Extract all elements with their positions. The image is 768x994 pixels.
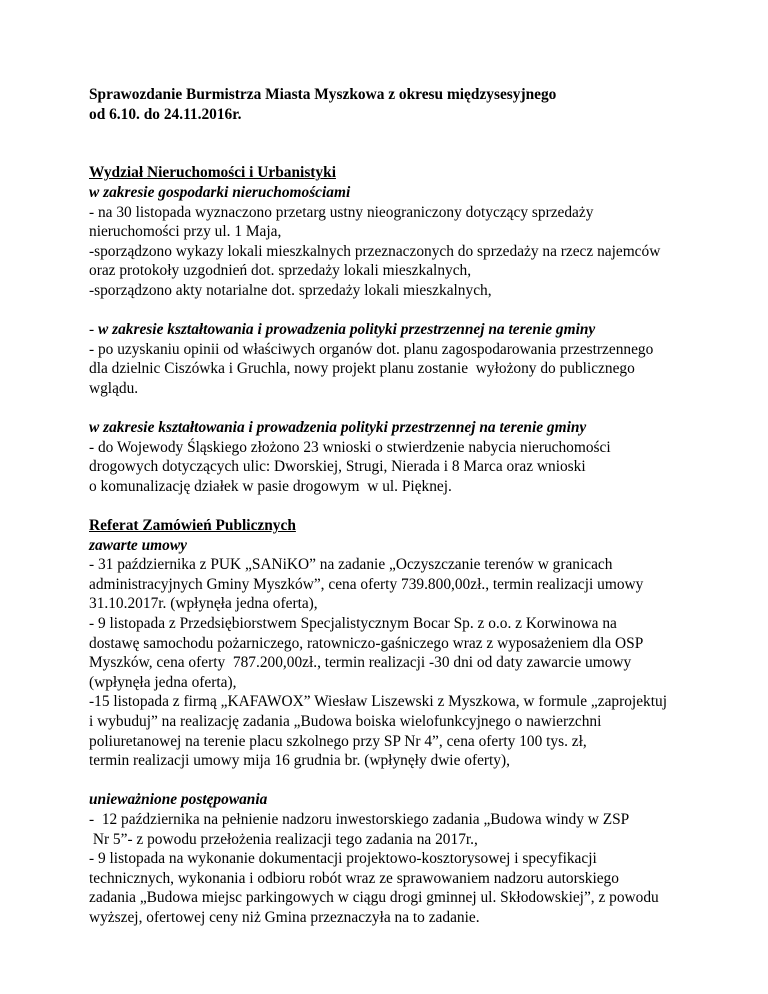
paragraph-line: Myszków, cena oferty 787.200,00zł., termin realizacji -30 dni od daty zawarcie umowy [89, 654, 632, 672]
subsection-heading: unieważnione postępowania [89, 791, 268, 809]
paragraph-line: zadania „Budowa miejsc parkingowych w ciągu drogi gminnej ul. Skłodowskiej”, z powodu [89, 889, 659, 907]
paragraph-line: poliuretanowej na terenie placu szkolnego przy SP Nr 4”, cena oferty 100 tys. zł, [89, 732, 587, 750]
paragraph-line: i wybuduj” na realizację zadania „Budowa boiska wielofunkcyjnego o nawierzchni [89, 713, 602, 730]
section-heading: Referat Zamówień Publicznych [89, 517, 296, 535]
subsection-heading-line [89, 320, 689, 340]
paragraph-line: Nr 5”- z powodu przełożenia realizacji tego zadania na 2017r., [89, 830, 478, 848]
subsection-heading: w zakresie kształtowania i prowadzenia polityki przestrzennej na terenie gminy [89, 419, 587, 437]
document-page [89, 85, 689, 928]
paragraph-line: (wpłynęła jedna oferta), [89, 673, 237, 691]
subsection-heading: zawarte umowy [89, 536, 187, 554]
paragraph-line: administracyjnych Gminy Myszków”, cena oferty 739.800,00zł., termin realizacji umowy [89, 575, 644, 593]
subsection-heading: w zakresie kształtowania i prowadzenia polityki przestrzennej na terenie gminy [97, 321, 596, 339]
section-nieruchomosci [89, 163, 689, 496]
paragraph-line: -sporządzono wykazy lokali mieszkalnych przeznaczonych do sprzedaży na rzecz najemców [89, 242, 661, 260]
paragraph-line: technicznych, wykonania i odbioru robót wraz ze sprawowaniem nadzoru autorskiego [89, 869, 619, 887]
paragraph-line: - 12 października na pełnienie nadzoru inwestorskiego zadania „Budowa windy w ZSP [89, 810, 630, 828]
paragraph-line: wyższej, ofertowej ceny niż Gmina przeznaczyła na to zadanie. [89, 908, 480, 926]
paragraph-line: dla dzielnic Ciszówka i Gruchla, nowy projekt planu zostanie wyłożony do publicznego [89, 360, 635, 378]
paragraph-line: - 31 października z PUK „SANiKO” na zadanie „Oczyszczanie terenów w granicach [89, 556, 613, 574]
paragraph-line: o komunalizację działek w pasie drogowym w ul. Pięknej. [89, 477, 452, 495]
paragraph-line: wglądu. [89, 379, 139, 397]
section-heading: Wydział Nieruchomości i Urbanistyki [89, 164, 336, 182]
document-title [89, 85, 689, 124]
paragraph-line: - na 30 listopada wyznaczono przetarg ustny nieograniczony dotyczący sprzedaży [89, 203, 594, 221]
subsection-prefix: - [89, 321, 98, 339]
paragraph-line: 31.10.2017r. (wpłynęła jedna oferta), [89, 595, 318, 613]
paragraph-line: - 9 listopada z Przedsiębiorstwem Specjalistycznym Bocar Sp. z o.o. z Korwinowa na [89, 615, 617, 633]
paragraph-line: termin realizacji umowy mija 16 grudnia br. (wpłynęły dwie oferty), [89, 752, 510, 770]
paragraph-line: -15 listopada z firmą „KAFAWOX” Wiesław Liszewski z Myszkowa, w formule „zaprojektuj [89, 693, 667, 711]
paragraph-line: dostawę samochodu pożarniczego, ratowniczo-gaśniczego wraz z wyposażeniem dla OSP [89, 634, 644, 652]
section-zamowienia [89, 516, 689, 927]
paragraph-line: - po uzyskaniu opinii od właściwych organów dot. planu zagospodarowania przestrzennego [89, 340, 654, 358]
paragraph-line: drogowych dotyczących ulic: Dworskiej, Strugi, Nierada i 8 Marca oraz wnioski [89, 458, 586, 476]
subsection-heading: w zakresie gospodarki nieruchomościami [89, 183, 351, 201]
paragraph-line: - do Wojewody Śląskiego złożono 23 wnioski o stwierdzenie nabycia nieruchomości [89, 438, 611, 456]
paragraph-line: -sporządzono akty notarialne dot. sprzedaży lokali mieszkalnych, [89, 281, 492, 299]
paragraph-line: nieruchomości przy ul. 1 Maja, [89, 223, 282, 241]
title-line: Sprawozdanie Burmistrza Miasta Myszkowa z okresu międzysesyjnego [89, 86, 557, 103]
paragraph-line: - 9 listopada na wykonanie dokumentacji projektowo-kosztorysowej i specyfikacji [89, 850, 597, 868]
paragraph-line: oraz protokoły uzgodnień dot. sprzedaży lokali mieszkalnych, [89, 262, 472, 280]
title-line: od 6.10. do 24.11.2016r. [89, 105, 242, 123]
